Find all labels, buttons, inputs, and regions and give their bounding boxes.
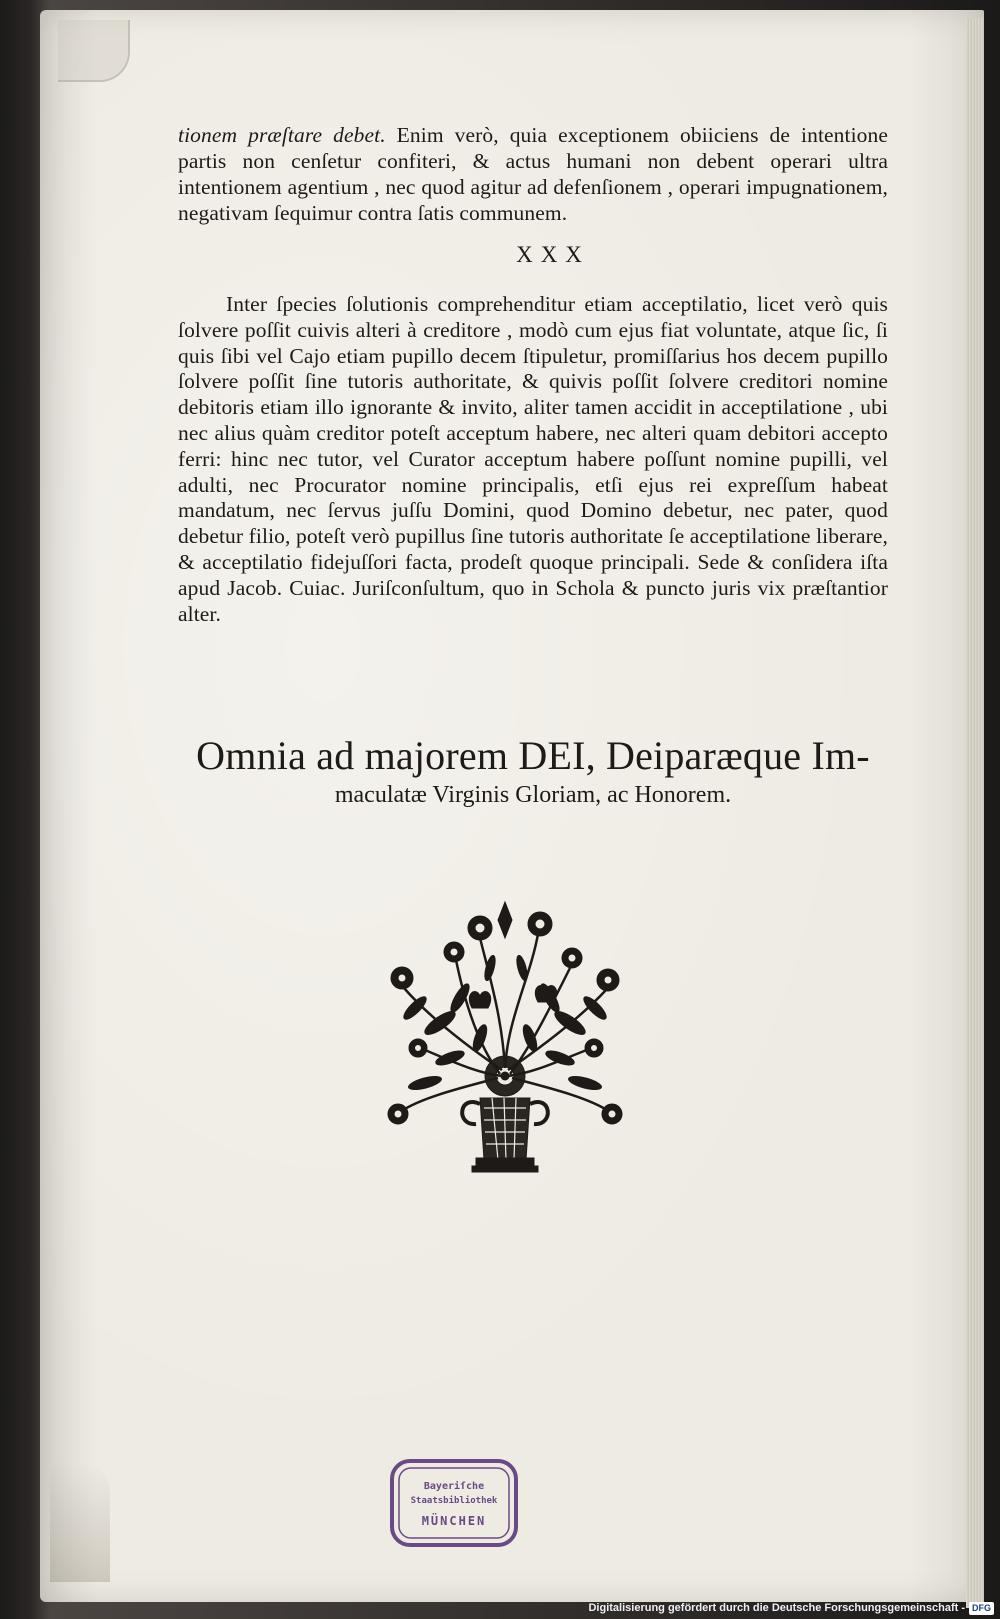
digitization-footer: [588, 1600, 994, 1616]
section-number: XXX: [516, 242, 590, 267]
closing-dedication: [178, 734, 888, 810]
footer-text: Digitalisierung gefördert durch die Deutsche Forschungsgemeinschaft -: [588, 1602, 965, 1614]
stamp-line-1: Bayeriſche: [423, 1481, 485, 1492]
flower-basket-woodcut-icon: [380, 898, 630, 1176]
closing-line-1: Omnia ad majorem DEI, Deiparæque Im-: [196, 733, 870, 778]
stamp-line-3: MÜNCHEN: [421, 1514, 487, 1528]
paragraph-continuation-text: Enim verò, quia exceptionem obiiciens de intentione partis non cenſetur confiteri, & actus humani non debent operari ultra intentionem agentium , nec quod agitur ad defenſionem , operari impugnationem, negativam ſequimur contra ſatis communem.: [178, 123, 888, 225]
paragraph-main: Inter ſpecies ſolutionis comprehenditur etiam acceptilatio, licet verò quis ſolvere poſſit cuivis alteri à creditore , modò cum ejus fiat voluntate, atque ſic, ſi quis ſibi vel Cajo etiam pupillo decem ſtipuletur, promiſſarius hos decem pupillo ſolvere poſſit ſine tutoris authoritate, & quivis poſſit ſolvere creditori nomine debitoris etiam illo ignorante & invito, aliter tamen accidit in acceptilatione , ubi nec alius quàm creditor poteſt acceptum habere, nec alteri quam debitori accepto ferri: hinc nec tutor, vel Curator acceptum habere poſſunt nomine pupilli, vel adulti, nec Procurator nomine principalis, etſi ejus rei expreſſum habeat mandatum, nec ſervus juſſu Domini, quod Domino debetur, nec pater, quod debetur filio, poteſt verò pupillus ſine tutoris authoritate ſe acceptilatione liberare, & acceptilatio fidejuſſori facta, prodeſt quoque principali. Sede & conſidera iſta apud Jacob. Cuiac. Juriſconſultum, quo in Schola & puncto juris vix præſtantior alter.: [178, 292, 888, 626]
page-fore-edge: [966, 18, 984, 1608]
body-text: [178, 122, 888, 627]
stamp-line-2: Staatsbibliothek: [410, 1496, 498, 1506]
page-corner-fold: [58, 20, 130, 82]
library-stamp-icon: [386, 1455, 522, 1551]
dfg-logo-icon: DFG: [969, 1602, 994, 1615]
closing-line-2: maculatæ Virginis Gloriam, ac Honorem.: [334, 782, 732, 808]
paragraph-continuation: [178, 122, 888, 226]
italic-lead: tionem præſtare debet.: [178, 123, 386, 147]
page-bottom-curl: [50, 1462, 110, 1582]
